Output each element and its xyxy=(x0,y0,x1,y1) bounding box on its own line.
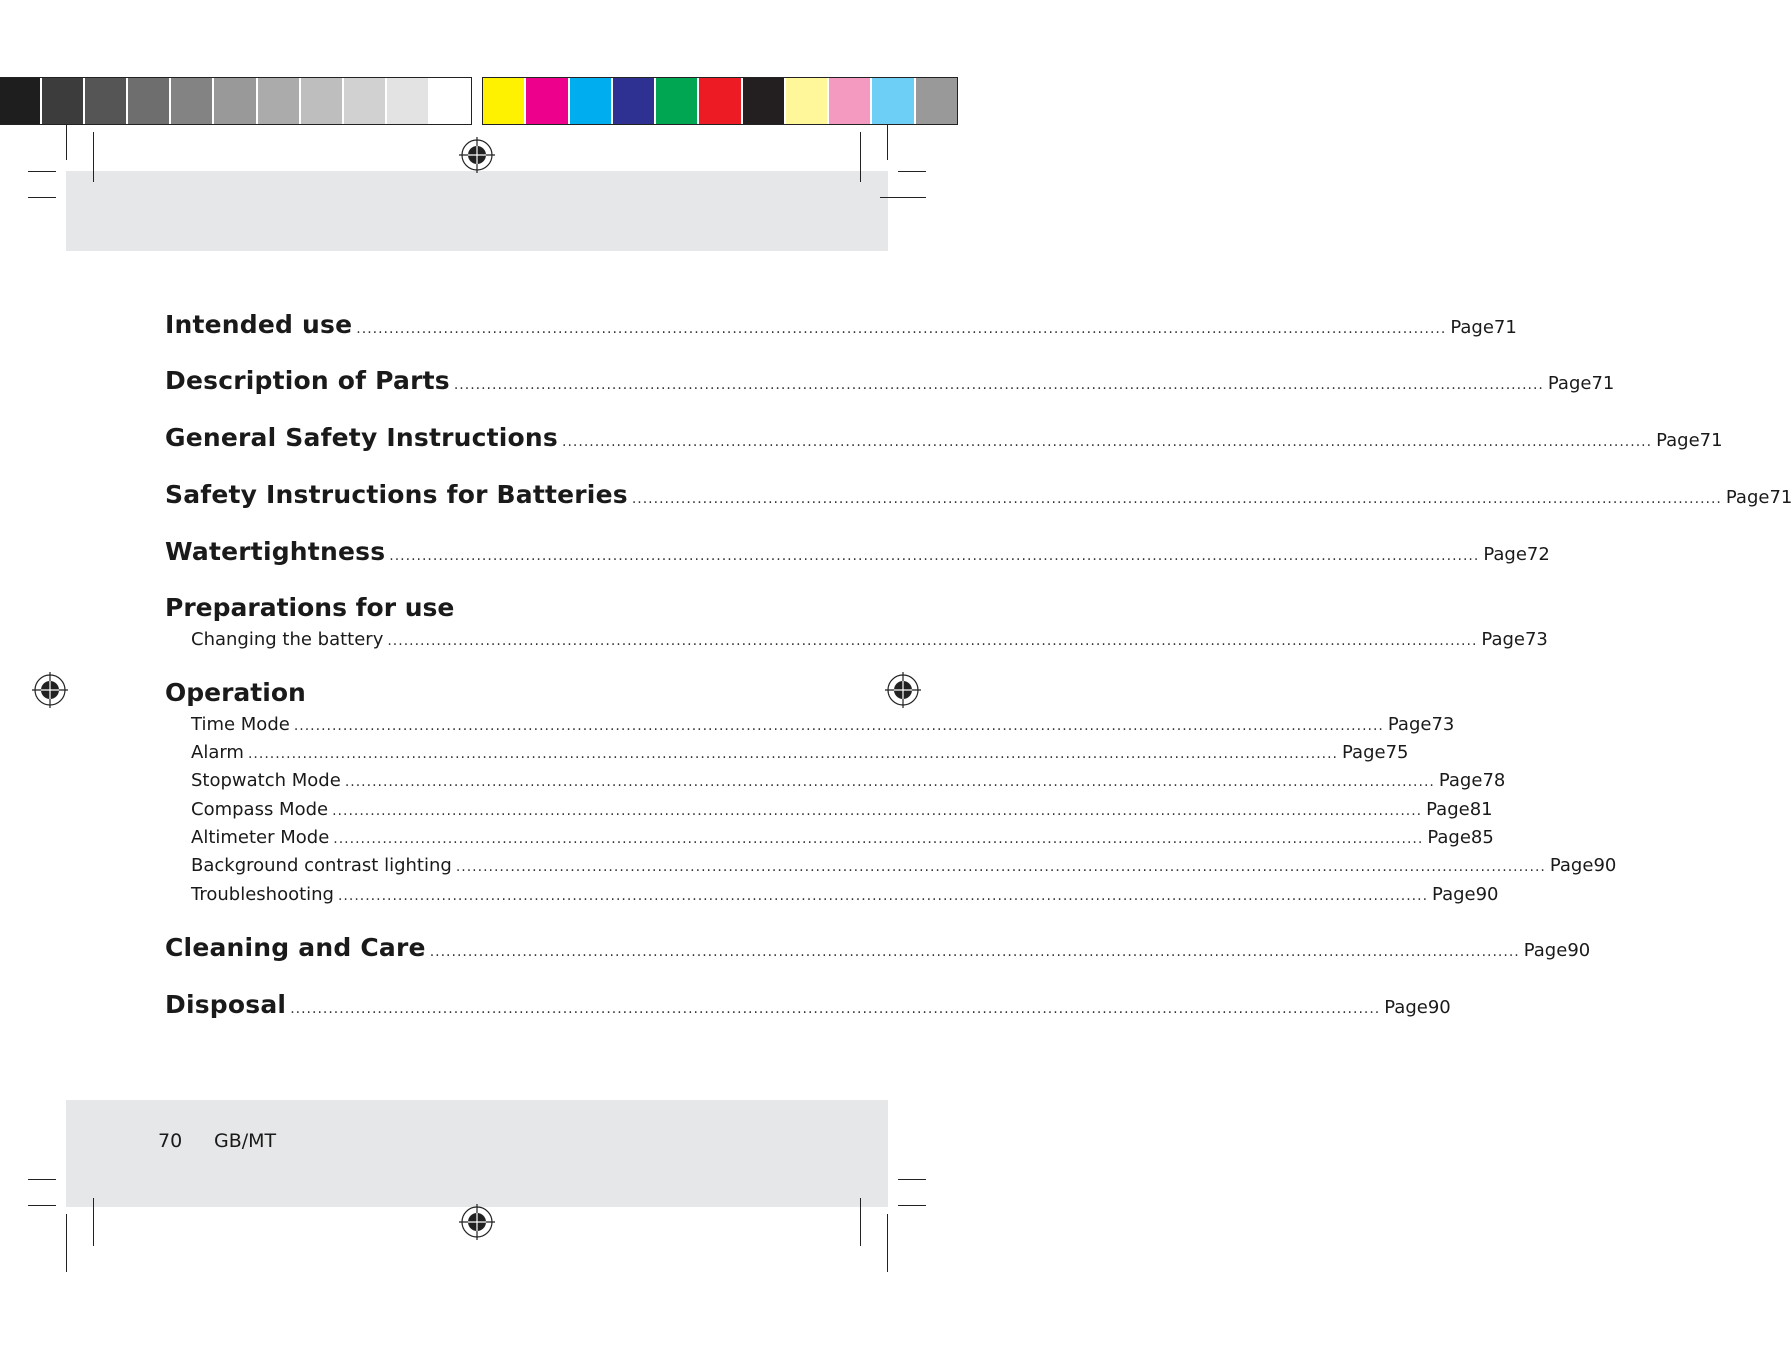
page-number: 71 xyxy=(1699,430,1723,451)
registration-mark-icon xyxy=(885,672,921,708)
page-label: Page xyxy=(1427,827,1471,848)
page-label: Page xyxy=(1725,487,1770,508)
toc-entry-title: Background contrast lighting xyxy=(191,855,452,876)
section-heading-operation[interactable]: Operation xyxy=(165,678,306,707)
color-swatch xyxy=(128,78,171,124)
registration-mark-icon xyxy=(459,1204,495,1240)
toc-entry-battery-safety[interactable] xyxy=(165,480,1792,509)
page-number: 90 xyxy=(1427,997,1451,1018)
toc-entry-title: Safety Instructions for Batteries xyxy=(165,480,628,509)
dot-leader: ........................................................................................................................................................................................................ xyxy=(631,491,1722,507)
toc-subentry[interactable] xyxy=(165,770,1506,791)
page-label: Page xyxy=(1387,714,1432,735)
registration-mark-icon xyxy=(32,672,68,708)
page-label: Page xyxy=(1438,770,1483,791)
color-swatch xyxy=(613,78,656,124)
color-swatch xyxy=(171,78,214,124)
color-swatch xyxy=(699,78,742,124)
toc-entry-disposal[interactable] xyxy=(165,990,1451,1019)
page-label: Page xyxy=(1483,544,1527,565)
toc-entry-title: Cleaning and Care xyxy=(165,933,426,962)
dot-leader: ........................................................................................................................................................................................................ xyxy=(290,1001,1381,1017)
page-number: 71 xyxy=(1769,487,1792,508)
color-swatch xyxy=(483,78,526,124)
page-number: 90 xyxy=(1475,884,1499,905)
toc-entry-general-safety[interactable] xyxy=(165,423,1723,452)
crop-mark xyxy=(887,1214,888,1272)
color-swatch xyxy=(42,78,85,124)
crop-mark xyxy=(28,1205,56,1206)
dot-leader: ........................................................................................................................................................................................................ xyxy=(333,831,1424,847)
page-number: 90 xyxy=(1593,855,1617,876)
dot-leader: ........................................................................................................................................................................................................ xyxy=(356,321,1447,337)
toc-subentry[interactable] xyxy=(165,799,1493,820)
crop-mark xyxy=(66,125,67,160)
footer-locale: GB/MT xyxy=(214,1130,277,1152)
crop-mark xyxy=(880,197,926,198)
color-swatch xyxy=(301,78,344,124)
page-number: 73 xyxy=(1524,629,1548,650)
toc-subentry[interactable] xyxy=(165,855,1617,876)
toc-entry-title: Compass Mode xyxy=(191,799,329,820)
registration-mark-icon xyxy=(459,137,495,173)
dot-leader: ........................................................................................................................................................................................................ xyxy=(332,803,1423,819)
page-label: Page xyxy=(1549,855,1594,876)
grayscale-color-bar xyxy=(0,77,472,125)
dot-leader: ........................................................................................................................................................................................................ xyxy=(247,746,1339,762)
crop-mark xyxy=(898,1205,926,1206)
page-number: 78 xyxy=(1482,770,1506,791)
crop-mark xyxy=(898,171,926,172)
dot-leader: ........................................................................................................................................................................................................ xyxy=(453,377,1544,393)
crop-mark xyxy=(28,197,56,198)
page-number: 81 xyxy=(1469,799,1493,820)
color-swatch xyxy=(872,78,915,124)
toc-entry-title: Changing the battery xyxy=(191,629,384,650)
toc-subentry[interactable] xyxy=(165,827,1494,848)
color-swatch xyxy=(829,78,872,124)
color-swatch xyxy=(387,78,430,124)
page-label: Page xyxy=(1450,317,1494,338)
toc-entry-intended-use[interactable] xyxy=(165,310,1517,339)
page-number: 73 xyxy=(1431,714,1455,735)
dot-leader: ........................................................................................................................................................................................................ xyxy=(387,633,1478,649)
color-swatch xyxy=(916,78,957,124)
process-color-bar xyxy=(482,77,958,125)
color-swatch xyxy=(0,78,42,124)
toc-subentry[interactable] xyxy=(165,884,1499,905)
dot-leader: ........................................................................................................................................................................................................ xyxy=(293,718,1384,734)
toc-entry-title: Stopwatch Mode xyxy=(191,770,341,791)
toc-subentry[interactable] xyxy=(165,742,1409,763)
toc-entry-title: Intended use xyxy=(165,310,353,339)
page-label: Page xyxy=(1342,742,1386,763)
color-swatch xyxy=(786,78,829,124)
footer-band xyxy=(66,1100,888,1207)
dot-leader: ........................................................................................................................................................................................................ xyxy=(562,434,1653,450)
page-number: 85 xyxy=(1470,827,1494,848)
toc-entry-title: Altimeter Mode xyxy=(191,827,330,848)
dot-leader: ........................................................................................................................................................................................................ xyxy=(389,548,1480,564)
crop-mark xyxy=(28,1179,56,1180)
page-number: 71 xyxy=(1493,317,1517,338)
color-swatch xyxy=(430,78,471,124)
section-heading-preparations[interactable]: Preparations for use xyxy=(165,593,455,622)
dot-leader: ........................................................................................................................................................................................................ xyxy=(337,888,1429,904)
toc-entry-title: Disposal xyxy=(165,990,287,1019)
toc-subentry[interactable] xyxy=(165,629,1548,650)
color-swatch xyxy=(526,78,569,124)
color-swatch xyxy=(85,78,128,124)
page-label: Page xyxy=(1384,997,1428,1018)
crop-mark xyxy=(860,132,861,182)
crop-mark xyxy=(28,171,56,172)
toc-subentry[interactable] xyxy=(165,714,1455,735)
page-number: 72 xyxy=(1526,544,1550,565)
color-swatch xyxy=(656,78,699,124)
toc-entry-title: Alarm xyxy=(191,742,244,763)
page-label: Page xyxy=(1656,430,1700,451)
crop-mark xyxy=(887,125,888,160)
toc-entry-title: Description of Parts xyxy=(165,366,450,395)
dot-leader: ........................................................................................................................................................................................................ xyxy=(429,944,1520,960)
toc-entry-cleaning-and-care[interactable] xyxy=(165,933,1591,962)
page-number: 71 xyxy=(1591,373,1615,394)
page-label: Page xyxy=(1426,799,1470,820)
toc-entry-description-of-parts[interactable] xyxy=(165,366,1615,395)
crop-mark xyxy=(898,1179,926,1180)
crop-mark xyxy=(93,132,94,182)
color-swatch xyxy=(344,78,387,124)
footer-page-number: 70 xyxy=(158,1130,183,1152)
toc-entry-title: Watertightness xyxy=(165,537,386,566)
crop-mark xyxy=(93,1198,94,1246)
toc-entry-title: General Safety Instructions xyxy=(165,423,559,452)
dot-leader: ........................................................................................................................................................................................................ xyxy=(344,774,1435,790)
page-number: 90 xyxy=(1567,940,1591,961)
toc-entry-title: Troubleshooting xyxy=(191,884,334,905)
color-swatch xyxy=(570,78,613,124)
toc-entry-title: Time Mode xyxy=(191,714,290,735)
page-label: Page xyxy=(1523,940,1568,961)
crop-mark xyxy=(860,1198,861,1246)
page-number: 75 xyxy=(1385,742,1409,763)
page-label: Page xyxy=(1547,373,1592,394)
color-swatch xyxy=(258,78,301,124)
header-band xyxy=(66,171,888,251)
crop-mark xyxy=(66,1214,67,1272)
color-swatch xyxy=(743,78,786,124)
page-label: Page xyxy=(1432,884,1476,905)
dot-leader: ........................................................................................................................................................................................................ xyxy=(455,859,1546,875)
color-swatch xyxy=(214,78,257,124)
toc-entry-watertightness[interactable] xyxy=(165,537,1550,566)
page-label: Page xyxy=(1481,629,1525,650)
